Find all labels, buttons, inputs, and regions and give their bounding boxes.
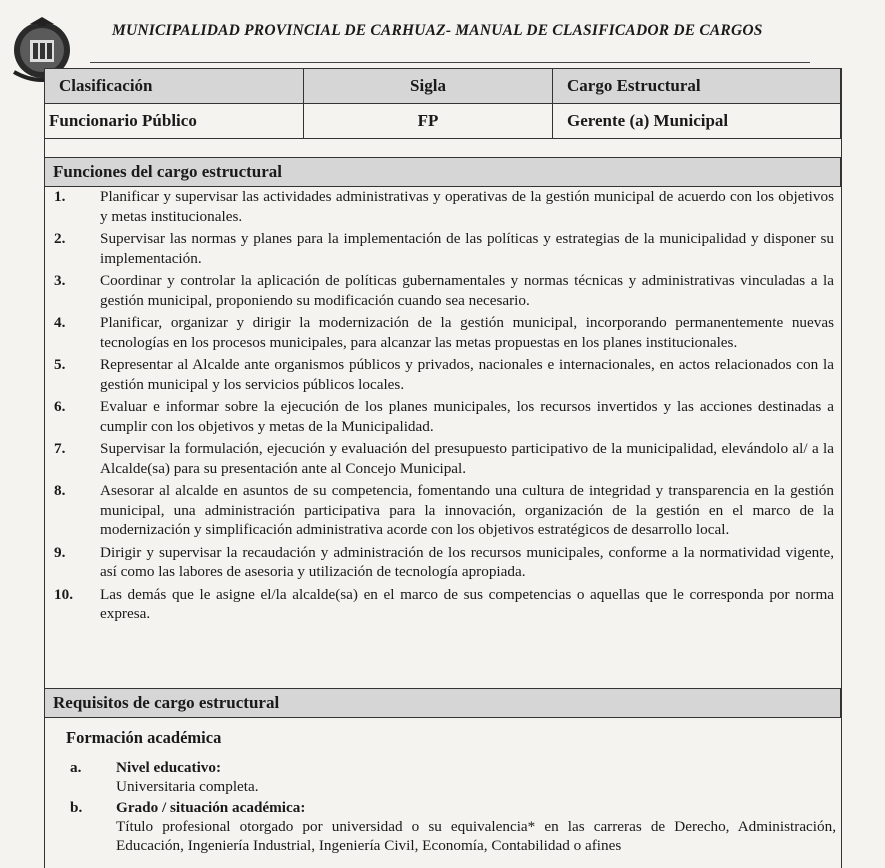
funcion-item — [54, 229, 834, 268]
funcion-text: Planificar, organizar y dirigir la modernización de la gestión municipal, incorporando permanentemente nuevas tecnologías en los procesos municipales, para alcanzar las metas propuestas en los planes institucionales. — [100, 314, 834, 351]
formacion-academica-heading: Formación académica — [66, 728, 222, 747]
funcion-number: 2. — [54, 230, 66, 247]
requisito-label: Grado / situación académica: — [116, 799, 306, 816]
funcion-item — [54, 481, 834, 540]
funcion-text: Dirigir y supervisar la recaudación y administración de los recursos municipales, conforme a la normatividad vigente, así como las labores de asesoria y utilización de tecnología apropiada. — [100, 543, 834, 580]
funcion-text: Representar al Alcalde ante organismos públicos y privados, nacionales e internacionales, en actos relacionados con la gestión municipal y los servicios públicos locales. — [100, 356, 834, 393]
meta-header-clasificacion: Clasificación — [45, 69, 304, 104]
funcion-text: Supervisar la formulación, ejecución y evaluación del presupuesto participativo de la municipalidad, elevándolo al/ a la Alcalde(sa) para su presentación ante al Concejo Municipal. — [100, 440, 834, 477]
requisito-item — [66, 798, 836, 855]
meta-value-row — [45, 104, 841, 139]
funcion-text: Supervisar las normas y planes para la implementación de las políticas y estrategias de la municipalidad y disponer su implementación. — [100, 230, 834, 267]
meta-value-sigla: FP — [304, 104, 553, 139]
requisito-text: Título profesional otorgado por universidad o su equivalencia* en las carreras de Derecho, Administración, Educación, Ingeniería Industrial, Ingeniería Civil, Economía, Contabilidad o afines — [116, 818, 836, 854]
meta-header-row — [45, 69, 841, 104]
requisito-text: Universitaria completa. — [116, 778, 259, 795]
funcion-item — [54, 355, 834, 394]
funcion-text: Asesorar al alcalde en asuntos de su competencia, fomentando una cultura de integridad y transparencia en la gestión municipal, una administración participativa para la innovación, organización de la gestión en el marco de la modernización y simplificación administrativa acorde con los objetivos estratégicos de desarrollo local. — [100, 482, 834, 538]
funcion-number: 8. — [54, 482, 66, 499]
funcion-item — [54, 313, 834, 352]
funcion-item — [54, 543, 834, 582]
requisitos-list — [66, 758, 836, 857]
header-divider — [90, 62, 810, 63]
position-meta-table — [44, 68, 841, 139]
funcion-text: Las demás que le asigne el/la alcalde(sa) en el marco de sus competencias o aquellas que le corresponda por norma expresa. — [100, 585, 834, 622]
meta-header-cargo: Cargo Estructural — [553, 69, 841, 104]
funcion-number: 10. — [54, 585, 73, 603]
funcion-number: 3. — [54, 272, 66, 289]
document-header-title: MUNICIPALIDAD PROVINCIAL DE CARHUAZ- MANUAL DE CLASIFICADOR DE CARGOS — [112, 22, 763, 39]
meta-value-cargo: Gerente (a) Municipal — [553, 104, 841, 139]
requisito-label: Nivel educativo: — [116, 759, 222, 776]
requisito-letter: a. — [70, 759, 82, 776]
funcion-text: Planificar y supervisar las actividades administrativas y operativas de la gestión municipal de acuerdo con los objetivos y metas institucionales. — [100, 188, 834, 225]
funcion-item — [54, 271, 834, 310]
requisitos-heading: Requisitos de cargo estructural — [44, 688, 841, 718]
funcion-number: 1. — [54, 188, 66, 205]
meta-header-sigla: Sigla — [304, 69, 553, 104]
funcion-number: 6. — [54, 398, 66, 415]
requisito-letter: b. — [70, 799, 83, 816]
funcion-text: Evaluar e informar sobre la ejecución de los planes municipales, los recursos invertidos y las acciones destinadas a cumplir con los objetivos y metas de la Municipalidad. — [100, 398, 834, 435]
funcion-text: Coordinar y controlar la aplicación de políticas gubernamentales y normas técnicas y administrativas vinculadas a la gestión municipal, proponiendo su modificación cuando sea necesario. — [100, 272, 834, 309]
funcion-item — [54, 397, 834, 436]
meta-value-clasificacion: Funcionario Público — [45, 104, 304, 139]
funcion-item — [54, 585, 834, 624]
funcion-number: 5. — [54, 356, 66, 373]
funciones-list — [54, 187, 834, 627]
funcion-item — [54, 187, 834, 226]
requisito-item — [66, 758, 836, 796]
funcion-number: 7. — [54, 440, 66, 457]
funciones-heading: Funciones del cargo estructural — [44, 157, 841, 187]
funcion-number: 9. — [54, 543, 66, 561]
funcion-number: 4. — [54, 314, 66, 331]
funcion-item — [54, 439, 834, 478]
